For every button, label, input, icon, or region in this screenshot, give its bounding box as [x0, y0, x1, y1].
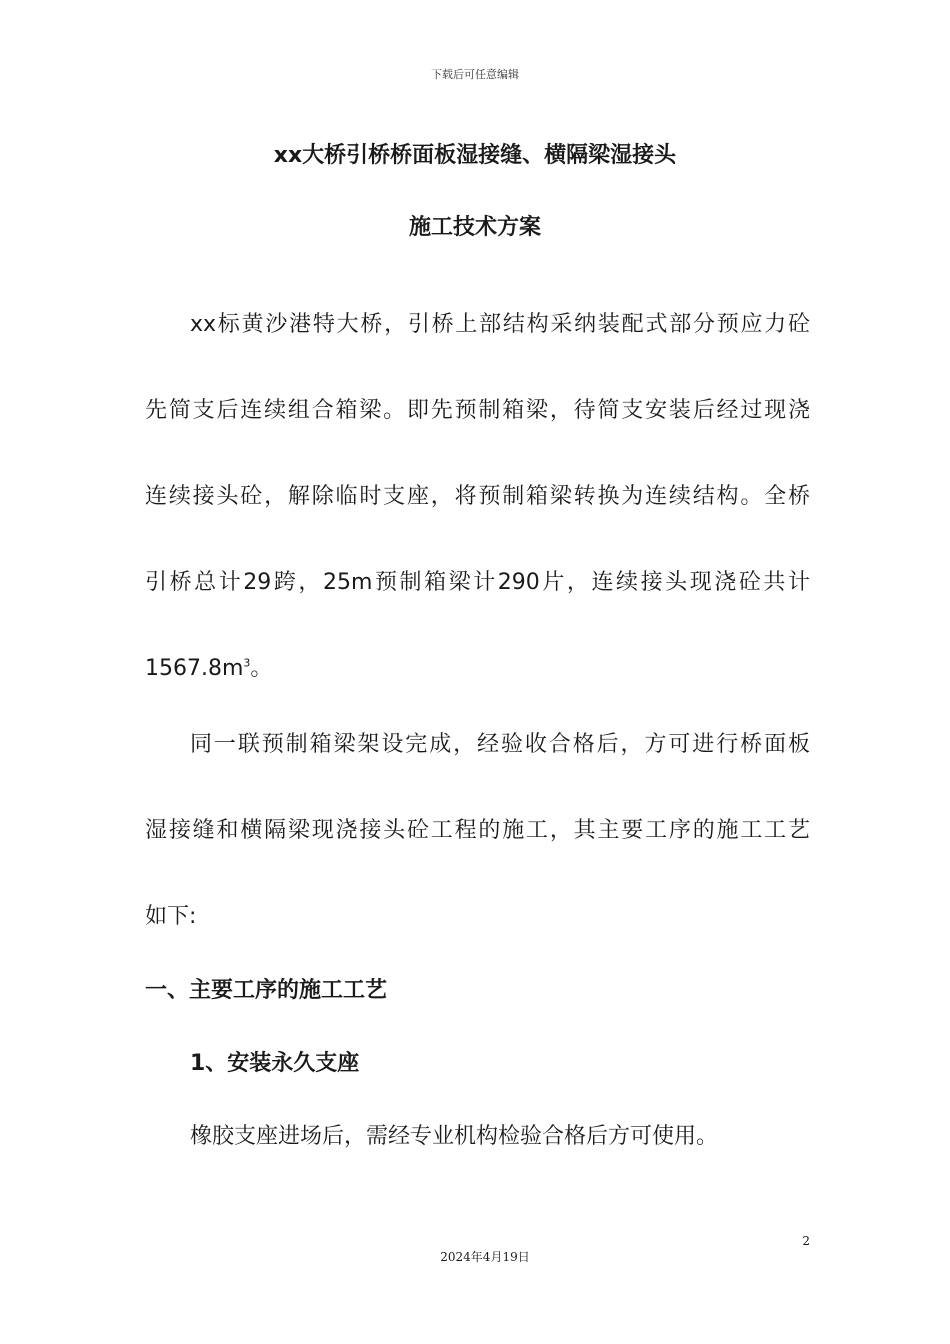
- paragraph-1-line-1: xx标黄沙港特大桥，引桥上部结构采纳装配式部分预应力砼: [190, 312, 810, 337]
- paragraph-1-line-3: 连续接头砼，解除临时支座，将预制箱梁转换为连续结构。全桥: [145, 484, 810, 509]
- document-title-line-2: 施工技术方案: [408, 215, 541, 240]
- volume-value: 1567.8m: [145, 656, 244, 681]
- subsection-1-heading: 1、安装永久支座: [190, 1051, 360, 1076]
- subsection-1-text: 橡胶支座进场后，需经专业机构检验合格后方可使用。: [190, 1124, 719, 1149]
- header-note: 下载后可任意编辑: [431, 68, 519, 81]
- sentence-end: 。: [250, 656, 273, 681]
- paragraph-2-line-3: 如下:: [145, 904, 197, 929]
- paragraph-1-line-4: 引桥总计29跨，25m预制箱梁计290片，连续接头现浇砼共计: [145, 570, 810, 595]
- paragraph-2-line-1: 同一联预制箱梁架设完成，经验收合格后，方可进行桥面板: [190, 732, 810, 757]
- page-number: 2: [802, 1234, 810, 1248]
- footer-date: 2024年4月19日: [440, 1250, 530, 1264]
- section-1-heading: 一、主要工序的施工工艺: [145, 978, 388, 1003]
- volume-unit-superscript: 3: [243, 656, 251, 670]
- document-title-line-1: xx大桥引桥桥面板湿接缝、横隔梁湿接头: [273, 143, 677, 168]
- paragraph-1-line-5: [145, 654, 810, 684]
- paragraph-1-line-2: 先简支后连续组合箱梁。即先预制箱梁，待简支安装后经过现浇: [145, 398, 810, 423]
- paragraph-2-line-2: 湿接缝和横隔梁现浇接头砼工程的施工，其主要工序的施工工艺: [145, 818, 810, 843]
